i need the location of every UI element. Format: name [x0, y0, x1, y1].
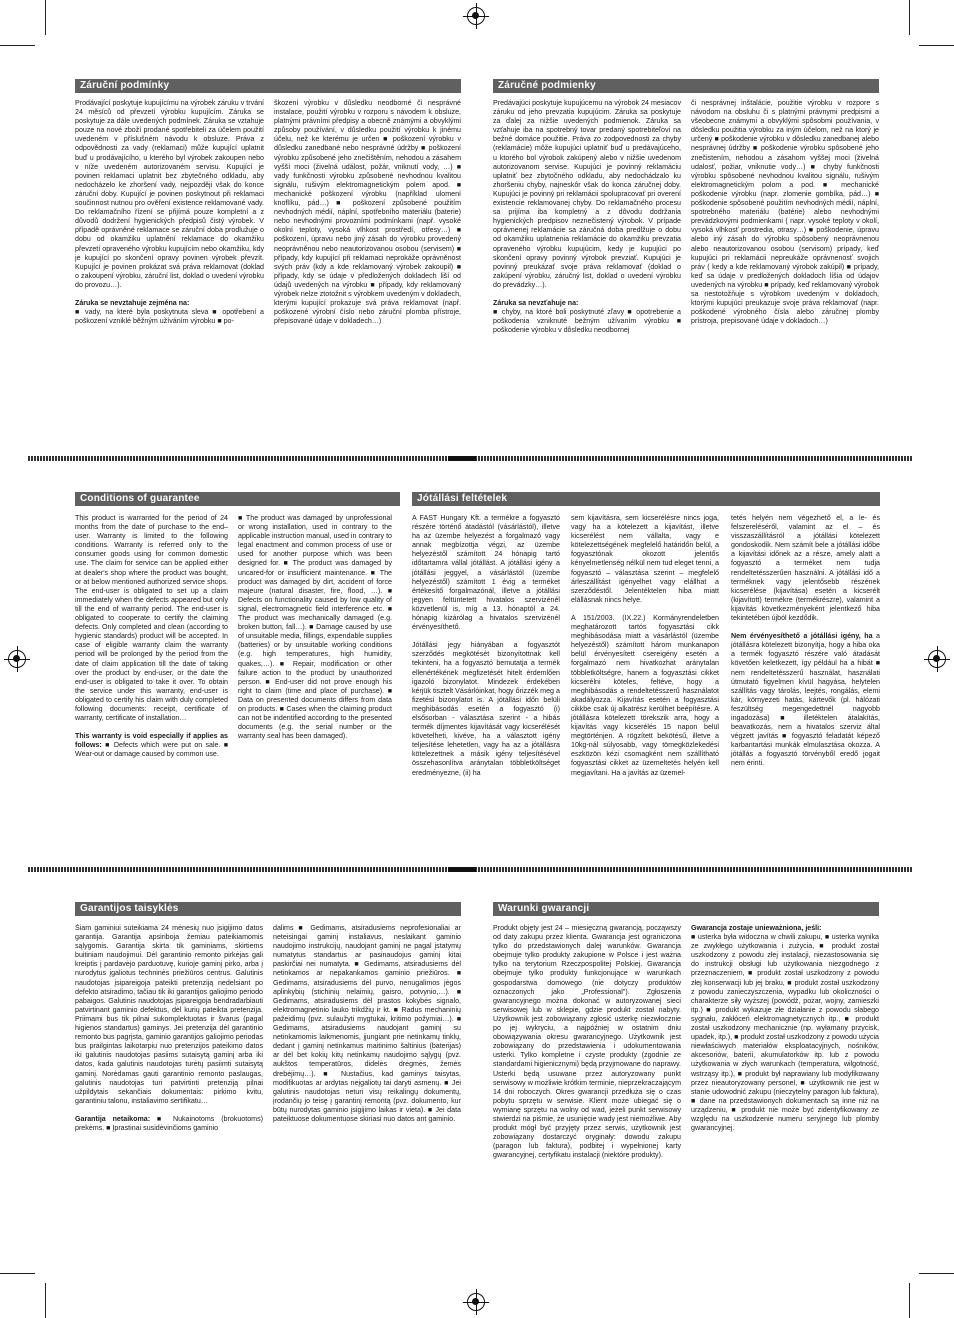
- section-title-hu: Jótállási feltételek: [412, 492, 880, 506]
- text-column-hu-3: [731, 514, 880, 834]
- text-column-hu-1: [412, 514, 560, 834]
- text-column-sk-2: [691, 99, 879, 419]
- bold-heading: Nem érvényesíthető a jótállási igény, ha: [731, 632, 873, 641]
- paragraph: A 151/2003. (IX.22.) Kormányrendeletben meghatározott tartós fogyasztási cikk meghibásodása miatt a vásárlástól (üzembe helyezéstől) számított három munkanapon belül érvényesített csereigény esetén a forgalmazó nem hivatkozhat aránytalan többletköltségre, hanem a fogyasztási cikket kicserélni köteles, feltéve, hogy a meghibásodás a rendeltetésszerű használatot akadályozza. Kijavítás esetén a fogyasztási cikkbe csak új alkatrész kerülhet beépítésre. A jótállásra kötelezett törekszik arra, hogy a kijavítás vagy kicserélés 15 napon belül megtörténjen. A rögzített bekötésű, illetve a 10kg-nál súlyosabb, vagy tömegközlekedési eszközön kézi csomagként nem szállítható fogyasztási cikket az üzemeltetés helyén kell megjavítani. Ha a javítás az üzemel-: [571, 613, 719, 777]
- section-title-pl: Warunki gwarancji: [493, 902, 879, 916]
- paragraph: Šiam gaminiui suteikiama 24 mėnesių nuo įsigijimo datos garantija. Garantija apsiriboja žemiau pateikiamomis sąlygomis. Garantija skirta tik gaminiams, skirtiems buitiniam naudojimui. Dėl garantinio remonto pirkėjas gali kreiptis į pardavėjo parduotuvę, kurioje gaminį pirko, arba į nurodytus įgaliotus techninės priežiūros centrus. Galutinis naudotojas įsipareigoja pateikti pretenziją nedelsiant po defekto atsiradimo, tačiau tik iki garantijos galiojimo periodo pabaigos. Galutinis naudotojas įsipareigoja bendradarbiauti patvirtinant gaminio defektus, dėl kurių pateikta pretenzija. Priimami bus tik pilnai sukomplektuotas ir švarus (pagal higienos standartus) gaminys. Jei pretenzija dėl garantinio remonto bus pagrįsta, gaminio garantijos galiojimo periodas bus prailgintas laikotarpiu nuo pretenzijos pateikimo datos iki galutinis naudotojas pasiims sutaisytą gaminį arba iki datos, kada galutinis naudotojas turėtų pasiimti sutaisytą gaminį. Norėdamas gauti garantinio remonto paslaugas, galutinis naudotojas turi patvirtinti pretenziją pilnai užpildytais sekančiais dokumentais: pirkimo kvitu, garantiniu talonu, instaliavimo sertifikatu…: [75, 924, 263, 1105]
- paragraph: A FAST Hungary Kft. a termékre a fogyasztó részére történő átadástól (vásárlástól), illetve ha az üzembe helyezést a forgalmazó vagy annak megbízottja végzi, az üzembe helyezéstől számított 24 hónapig tartó időtartamra vállal jótállást. A jótállási igény a jótállási jeggyel, a vásárlástól (üzembe helyezéstől) számított 1 évig a terméket értékesítő forgalmazónál, illetve a jótállási jegyen feltüntetett hivatalos szervizénél közvetlenül is, míg a 13. hónaptól a 24. hónapig kizárólag a hivatalos szervizénél érvényesíthető.: [412, 514, 560, 632]
- registration-mark-right: [928, 650, 946, 668]
- paragraph: ■ Nukainotoms (brokuotoms) prekėms. ■ Įprastinai susidėvinčioms gaminio: [75, 1114, 263, 1132]
- section-title-sk: Záručné podmienky: [493, 79, 879, 93]
- text-column-en-2: [238, 514, 392, 834]
- bold-heading: This warranty is void especially if applies as follows:: [75, 732, 228, 750]
- bold-heading: Záruka sa nevzťahuje na:: [493, 298, 579, 307]
- registration-mark-bottom: [467, 1293, 485, 1311]
- text-column-pl-1: [493, 924, 681, 1244]
- crop-mark: [0, 45, 35, 46]
- crop-mark: [919, 45, 954, 46]
- crop-mark: [909, 0, 910, 35]
- section-title-lt: Garantijos taisyklės: [75, 902, 461, 916]
- text-column-en-1: [75, 514, 228, 834]
- paragraph: ■ The product was damaged by unprofessional or wrong installation, used in contrary to the applicable instruction manual, used in contrary to legal enactment and common process of use or used for another purpose which was been designed for. ■ The product was damaged by uncared-for or insufficient maintenance. ■ The product was damaged by dirt, accident of force majeure (natural disaster, fire, flood, …). ■ Defects on functionality caused by low quality of signal, electromagnetic field interference etc. ■ The product was mechanically damaged (e.g. broken button, fall…). ■ Damage caused by use of unsuitable media, fillings, expendable supplies (batteries) or by unsuitable working conditions (e.g. high temperatures, high humidity, quakes,…). ■ Repair, modification or other failure action to the product by unauthorized person. ■ End-user did not prove enough his right to claim (time and place of purchase). ■ Data on presented documents differs from data on products. ■ Cases when the claiming product can not be indentified according to the presented documents (e.g. the serial number or the warranty seal has been damaged).: [238, 514, 392, 741]
- paragraph: ■ Defects which were put on sale. ■ Wear-out or damage caused by common use.: [75, 741, 228, 759]
- paragraph: sem kijavításra, sem kicserélésre nincs joga, vagy ha a kötelezett a kijavítást, illetve kicserélést nem vállalta, vagy e kötelezettségének megfelelő határidőn belül, a fogyasztónak okozott jelentős kényelmetlenség nélkül nem tud eleget tenni, a fogyasztó – választása szerint – megfelelő árleszállítást igényelhet vagy elállhat a szerződéstől. Jelentéktelen hiba miatt elállásnak nincs helye.: [571, 514, 719, 604]
- paragraph: This product is warranted for the period of 24 months from the date of purchase to the end–user. Warranty is limited to the following conditions. Warranty is referred only to the consumer goods using for common domestic use. The claim for service can be applied either at dealer's shop where the product was bought, or at below mentioned authorized service shops. The end-user is obligated to set up a claim immediately when the defects appeared but only till the end of warranty period. The end-user is obligated to cooperate to certify the claiming defects. Only completed and clean (according to hygienic standards) product will be accepted. In case of eligible warranty claim the warranty period will be prolonged by the period from the date of claim application till the date of taking over the product by end-user, or the date the end-user is obligated to take it over. To obtain the service under this warranty, end-user is obligated to certify his claim with duly completed following documents: receipt, certificate of warranty, certificate of installation…: [75, 514, 228, 723]
- text-column-hu-2: [571, 514, 719, 834]
- bold-heading: Gwarancja zostaje unieważniona, jeśli:: [691, 924, 822, 932]
- text-column-sk-1: [493, 99, 681, 419]
- bold-heading: Záruka se nevztahuje zejména na:: [75, 298, 190, 307]
- crop-mark: [909, 1283, 910, 1318]
- crop-mark: [45, 0, 46, 35]
- text-column-lt-2: [273, 924, 461, 1244]
- bold-heading: Garantija netaikoma:: [75, 1114, 151, 1123]
- text-column-cz-1: [75, 99, 264, 419]
- section-title-en: Conditions of guarantee: [75, 492, 400, 506]
- paragraph: škození výrobku v důsledku neodborné či nesprávné instalace, použití výrobku v rozporu s návodem k obsluze, platnými právními předpisy a obecně známými a obvyklými způsoby používání, v důsledku použití výrobku k jinému účelu, než ke kterému je určen ■ poškození výrobku v důsledku zanedbané nebo nesprávné údržby ■ poškození výrobku způsobené jeho znečištěním, nehodou a zásahem vyšší moci (živelná událost, požár, vniknutí vody, …) ■ vady funkčnosti výrobku způsobené nevhodnou kvalitou signálu, rušivým elektromagnetickým polem apod. ■ mechanické poškození výrobku (například ulomení knoflíku, pád…) ■ poškození způsobené použitím nevhodných médií, náplní, spotřebního materiálu (baterie) nebo nevhodnými provozními podmínkami (např. vysoké okolní teploty, vysoká vlhkost prostředí, otřesy…) ■ poškození, úpravu nebo jiný zásah do výrobku provedený neoprávněnou nebo neautorizovanou osobou (servisem) ■ případy, kdy kupující při reklamaci neprokáže oprávněnost svých práv (kdy a kde reklamovaný výrobek zakoupil) ■ případy, kdy se údaje v předložených dokladech liší od údajů uvedených na výrobku ■ případy, kdy reklamovaný výrobek nelze ztotožnit s výrobkem uvedeným v dokladech, kterými kupující prokazuje svá práva reklamovat (např. poškozené výrobní číslo nebo záruční plomba přístroje, přepisované údaje v dokladech…): [274, 99, 461, 326]
- crop-mark: [0, 1273, 35, 1274]
- registration-mark-top: [467, 7, 485, 25]
- paragraph: Jótállási jegy hiányában a fogyasztót szerződés megkötését bizonyítottnak kell tekinteni, ha a fogyasztó bemutatja a termék ellenértékének megfizetését hitelt érdemlően igazoló bizonylatot. Mindezek érdekében kérjük tisztelt Vásárlóinkat, hogy őrizzék meg a fizetési bizonylatot is. A jótállási időn belüli meghibásodás esetén a fogyasztó (i) elsősorban - választása szerint - a hibás termék díjmentes kijavítását vagy kicserélését követelheti, kivéve, ha a választott igény teljesítése lehetetlen, vagy ha az a jótállásra kötelezettnek a másik igény teljesítésével összehasonlítva aránytalan többletköltséget eredményezne, (ii) ha: [412, 641, 560, 777]
- paragraph: a jótállásra kötelezett bizonyítja, hogy a hiba oka a termék fogyasztó részére való átadását követően keletkezett, így például ha a hibát ■ nem rendeltetésszerű használat, használati útmutató figyelmen kívül hagyása, helytelen szállítás vagy tárolás, leejtés, rongálás, elemi kár, környezeti hatás, kártevők (pl. hálózati feszültség megengedettnél nagyobb ingadozása) ■ illetéktelen átalakítás, beavatkozás, nem a hivatalos szerviz által végzett javítás ■ fogyasztó feladatát képező karbantartási munkák elmulasztása okozza. A jótállás a fogyasztó törvényből eredő jogait nem érinti.: [731, 632, 880, 768]
- paragraph: ■ usterka była widoczna w chwili zakupu, ■ usterka wynika ze zwykłego użytkowania i zużycia, ■ produkt został uszkodzony z powodu złej instalacji, niezastosowania się do instrukcji obsługi lub użytkowania niezgodnego z przeznaczeniem, ■ produkt został uszkodzony z powodu złej konserwacji lub jej braku, ■ produkt został uszkodzony z powodu zanieczyszczenia, wypadku lub okoliczności o charakterze siły wyższej (powódź, pożar, wojny, zamieszki itp.) ■ produkt wykazuje złe działanie z powodu słabego sygnału, zakłóceń elektromagnetycznych itp., ■ produkt został uszkodzony mechanicznie (np. wyłamany przycisk, upadek, itp.), ■ produkt został uszkodzony z powodu użycia niewłaściwych materiałów eksploatacyjnych, nośników, akcesoriów, baterii, akumulatorków itp. lub z powodu użytkowania w złych warunkach (temperatura, wilgotność, wstrząsy itp.), ■ produkt był naprawiany lub modyfikowany przez nieautoryzowany personel, ■ użytkownik nie jest w stanie udowodnić zakupu (nieczytelny paragon lub faktura), ■ dane na przedstawionych dokumentach są inne niż na urządzeniu, ■ produkt nie może być zidentyfikowany ze względu na uszkodzenie numeru seryjnego lub plomby gwarancyjnej.: [691, 933, 879, 1133]
- paragraph: tetés helyén nem végezhető el, a le- és felszereléséről, valamint az el – és visszaszállításról a jótállási kötelezett gondoskodik. Nem számít bele a jótállási időbe a kijavítási időnek az a része, amely alatt a fogyasztó a terméket nem tudja rendeltetésszerűen használni. A jótállási idő a terméknek vagy jelentősebb részének kicserélése (kijavítása) esetén a kicserélt (kijavított) termékre (termékrészre), valamint a kijavítás következményeként jelentkező hiba tekintetében újból kezdődik.: [731, 514, 880, 623]
- section-divider: [28, 456, 912, 461]
- crop-mark: [45, 1283, 46, 1318]
- paragraph: ■ chyby, na ktoré boli poskytnuté zľavy ■ opotrebenie a poškodenia vzniknuté bežným užívaním výrobku ■ poškodenie výrobku v dôsledku neodbornej: [493, 308, 681, 335]
- section-divider: [28, 867, 912, 872]
- paragraph: Produkt objęty jest 24 – miesięczną gwarancją, począwszy od daty zakupu przez klienta. Gwarancja jest ograniczona tylko do przedstawionych dalej warunków. Gwarancja obejmuje tylko produkty zakupione w Polsce i jest ważna tylko na terytorium Rzeczpospolitej Polskiej. Gwarancja obejmuje tylko produkty funkcjonujące w warunkach gospodarstwa domowego (nie dotyczy produktów oznaczonych jako „Professional"). Zgłoszenia gwarancyjnego można dokonać w autoryzowanej sieci serwisowej lub w sklepie, gdzie produkt został nabyty. Użytkownik jest zobowiązany zgłosić usterkę niezwłocznie po jej wykryciu, a najpóźniej w ostatnim dniu obowiązywania okresu gwarancyjnego. Użytkownik jest zobowiązany do przedstawienia i udokumentowania usterki. Tylko kompletne i czyste produkty (zgodnie ze standardami higienicznymi) będą przyjmowane do naprawy. Usterki będą usuwane przez autoryzowany punkt serwisowy w możliwie krótkim terminie, nieprzekraczającym 14 dni roboczych. Okres gwarancji przedłuża się o czas pobytu sprzętu w serwisie. Klient może ubiegać się o wymianę sprzętu na wolny od wad, jeżeli punkt serwisowy stwierdzi na piśmie, że usunięcie wady jest niemożliwe. Aby produkt mógł być przyjęty przez serwis, użytkownik jest zobowiązany dostarczyć oryginały: dowodu zakupu (paragon lub faktura), podbitej i wypełnionej karty gwarancyjnej, certyfikatu instalacji (niektóre produkty).: [493, 924, 681, 1160]
- text-column-cz-2: [274, 99, 461, 419]
- text-column-pl-2: [691, 924, 879, 1244]
- registration-mark-left: [8, 650, 26, 668]
- paragraph: či nesprávnej inštalácie, použitie výrobku v rozpore s návodom na obsluhu či s platnými právnymi predpismi a všeobecne známymi a obvyklými spôsobmi používania, v dôsledku použitia výrobku za iným účelom, než na ktorý je určený ■ poškodenie výrobku v dôsledku zanedbanej alebo nesprávnej údržby ■ poškodenie výrobku spôsobené jeho znečistením, nehodou a zásahom vyššej moci (živelná udalosť, požiar, vniknutie vody…) ■ chyby funkčnosti výrobku spôsobené nevhodnou kvalitou signálu, rušivým elektromagnetickým polom a pod. ■ mechanické poškodenie výrobku (napr. zlomenie gombíka, pád…) ■ poškodenie spôsobené použitím nevhodných médií, náplní, spotrebného materiálu (batérie) alebo nevhodnými prevádzkovými podmienkami ( napr. vysoké teploty v okolí, vysoká vlhkosť prostredia, otrasy…) ■ poškodenie, úpravu alebo iný zásah do výrobku spôsobený neoprávnenou alebo neautorizovanou osobou (servisom) prípady, keď kupujúci pri reklamácii nepreukáže oprávnenosť svojich práv ( kedy a kde reklamovaný výrobok zakúpil) ■ prípady, keď sa údaje v predložených dokladoch líšia od údajov uvedených na výrobku ■ prípady, keď reklamovaný výrobok sa nestotožňuje s výrobkom uvedeným v dokladoch, ktorými kupujúci preukazuje svoje práva reklamovať (napr. poškodené výrobného čísla alebo záručnej plomby prístroja, prepisované údaje v dokladoch…): [691, 99, 879, 326]
- paragraph: ■ vady, na které byla poskytnuta sleva ■ opotřebení a poškození vzniklé běžným užíváním výrobku ■ po-: [75, 308, 264, 326]
- crop-mark: [919, 1273, 954, 1274]
- paragraph: dalims ■ Gedimams, atsiradusiems neprofesionaliai ar neteisingai gaminį instaliavus, neslaikant gaminio naudojimo instrukcijų, naudojant gaminį ne pagal įstatymų numatytus standartus ar pasinaudojus gaminį kitai paskirčiai nei numatyta. ■ Gedimams, atsiradusiems dėl netinkamos ar nepakankamos gaminio priežiūros. ■ Gedimams, atsiradusiems dėl purvo, nenugalimos jėgos aplinkybių (stichinių nelaimių, gaisro, potvynio,…). ■ Gedimams, atsiradusiems dėl prastos kokybės signalo, elektromagnetinio lauko trikdžių ir kt. ■ Radus mechaninių pažeidimų (pvz. sulaužyti mygtukai, kritimo požymiai…). ■ Gedimams, atsiradusiems naudojant gaminį su netinkamomis laikmenomis, įjungiant prie netinkamų tinklų, dedant į gaminį netinkamus maitinimo šaltinius (baterijas) ar dėl bet kokių kitų netinkamų naudojimo sąlygų (pvz. aukštos temperatūros, didelės drėgmės, žemės drebėjimų…). ■ Nustačius, kad gaminys taisytas, modifikuotas ar ardytas neįgaliotų tai daryti asmenų. ■ Jei galutinis naudotojas neturi visų reikalingų dokumentų, įrodančių jo teisę į garantinį remontą (pvz. dokumento, kur būtų nurodytas gaminio įsigijimo laikas ir vieta). ■ Jei data pateiktuose dokumentuose skiriasi nuo datos ant gaminio.: [273, 924, 461, 1123]
- text-column-lt-1: [75, 924, 263, 1244]
- section-title-cz: Záruční podmínky: [75, 79, 461, 93]
- paragraph: Predávajúci poskytuje kupujúcemu na výrobok 24 mesiacov záruku od jeho prevzatia kupujúcim. Záruka sa poskytuje za ďalej za nižšie uvedených podmienok. Záruka sa vzťahuje iba na spotrebný tovar predaný spotrebiteľovi na bežné domáce použitie. Práva zo zodpovednosti za chyby (reklamácie) môže kupujúci uplatniť buď u predávajúceho, u ktorého bol výrobok zakúpený alebo v nižšie uvedenom autorizovanom servise. Kupujúci je povinný reklamáciu uplatniť bez zbytočného odkladu, aby nedochádzalo ku zhoršeniu chyby, najneskôr však do konca záručnej doby. Kupujúci je povinný pri reklamácii spolupracovať pri overení existencie reklamovanej chyby. Do reklamačného procesu sa prijíma iba kompletný a z dôvodu dodržania hygienických predpisov neznečistený výrobok. V prípade oprávnenej reklamácie sa záručná doba predlžuje o dobu od okamžiku uplatnenia reklamácie do okamžiku prevzatia opraveného výrobku kupujúcim, kedy je kupujúci po skončení opravy povinný výrobok prevziať. Kupujúci je povinný preukázať svoje práva reklamovať (doklad o zakúpení výrobku, záručný list, doklad o uvedení výrobku do prevádzky…).: [493, 99, 681, 289]
- paragraph: Prodávající poskytuje kupujícímu na výrobek záruku v trvání 24 měsíců od převzetí výrobku kupujícím. Záruka se poskytuje za dále uvedených podmínek. Záruka se vztahuje pouze na nové zboží prodané spotřebiteli za účelem použití uvedeném v příslušném návodu k obsluze. Práva z odpovědnosti za vady (reklamaci) může kupující uplatnit buď u prodávajícího, u kterého byl výrobek zakoupen nebo v níže uvedeném autorizovaném servisu. Kupující je povinen reklamaci uplatnit bez zbytečného odkladu, aby nedocházelo ke zhoršení vady, nejpozději však do konce záruční doby. Kupující je povinen poskytnout při reklamaci součinnost nutnou pro ověření existence reklamované vady. Do reklamačního řízení se přijímá pouze kompletní a z důvodů dodržení hygienických předpisů čistý výrobek. V případě oprávněné reklamace se záruční doba prodlužuje o dobu od okamžiku uplatnění reklamace do okamžiku převzetí opraveného výrobku kupujícím nebo okamžiku, kdy je kupující po skončení opravy povinen výrobek převzít. Kupující je povinen prokázat svá práva reklamovat (doklad o zakoupení výrobku, záruční list, doklad o uvedení výrobku do provozu…).: [75, 99, 264, 289]
